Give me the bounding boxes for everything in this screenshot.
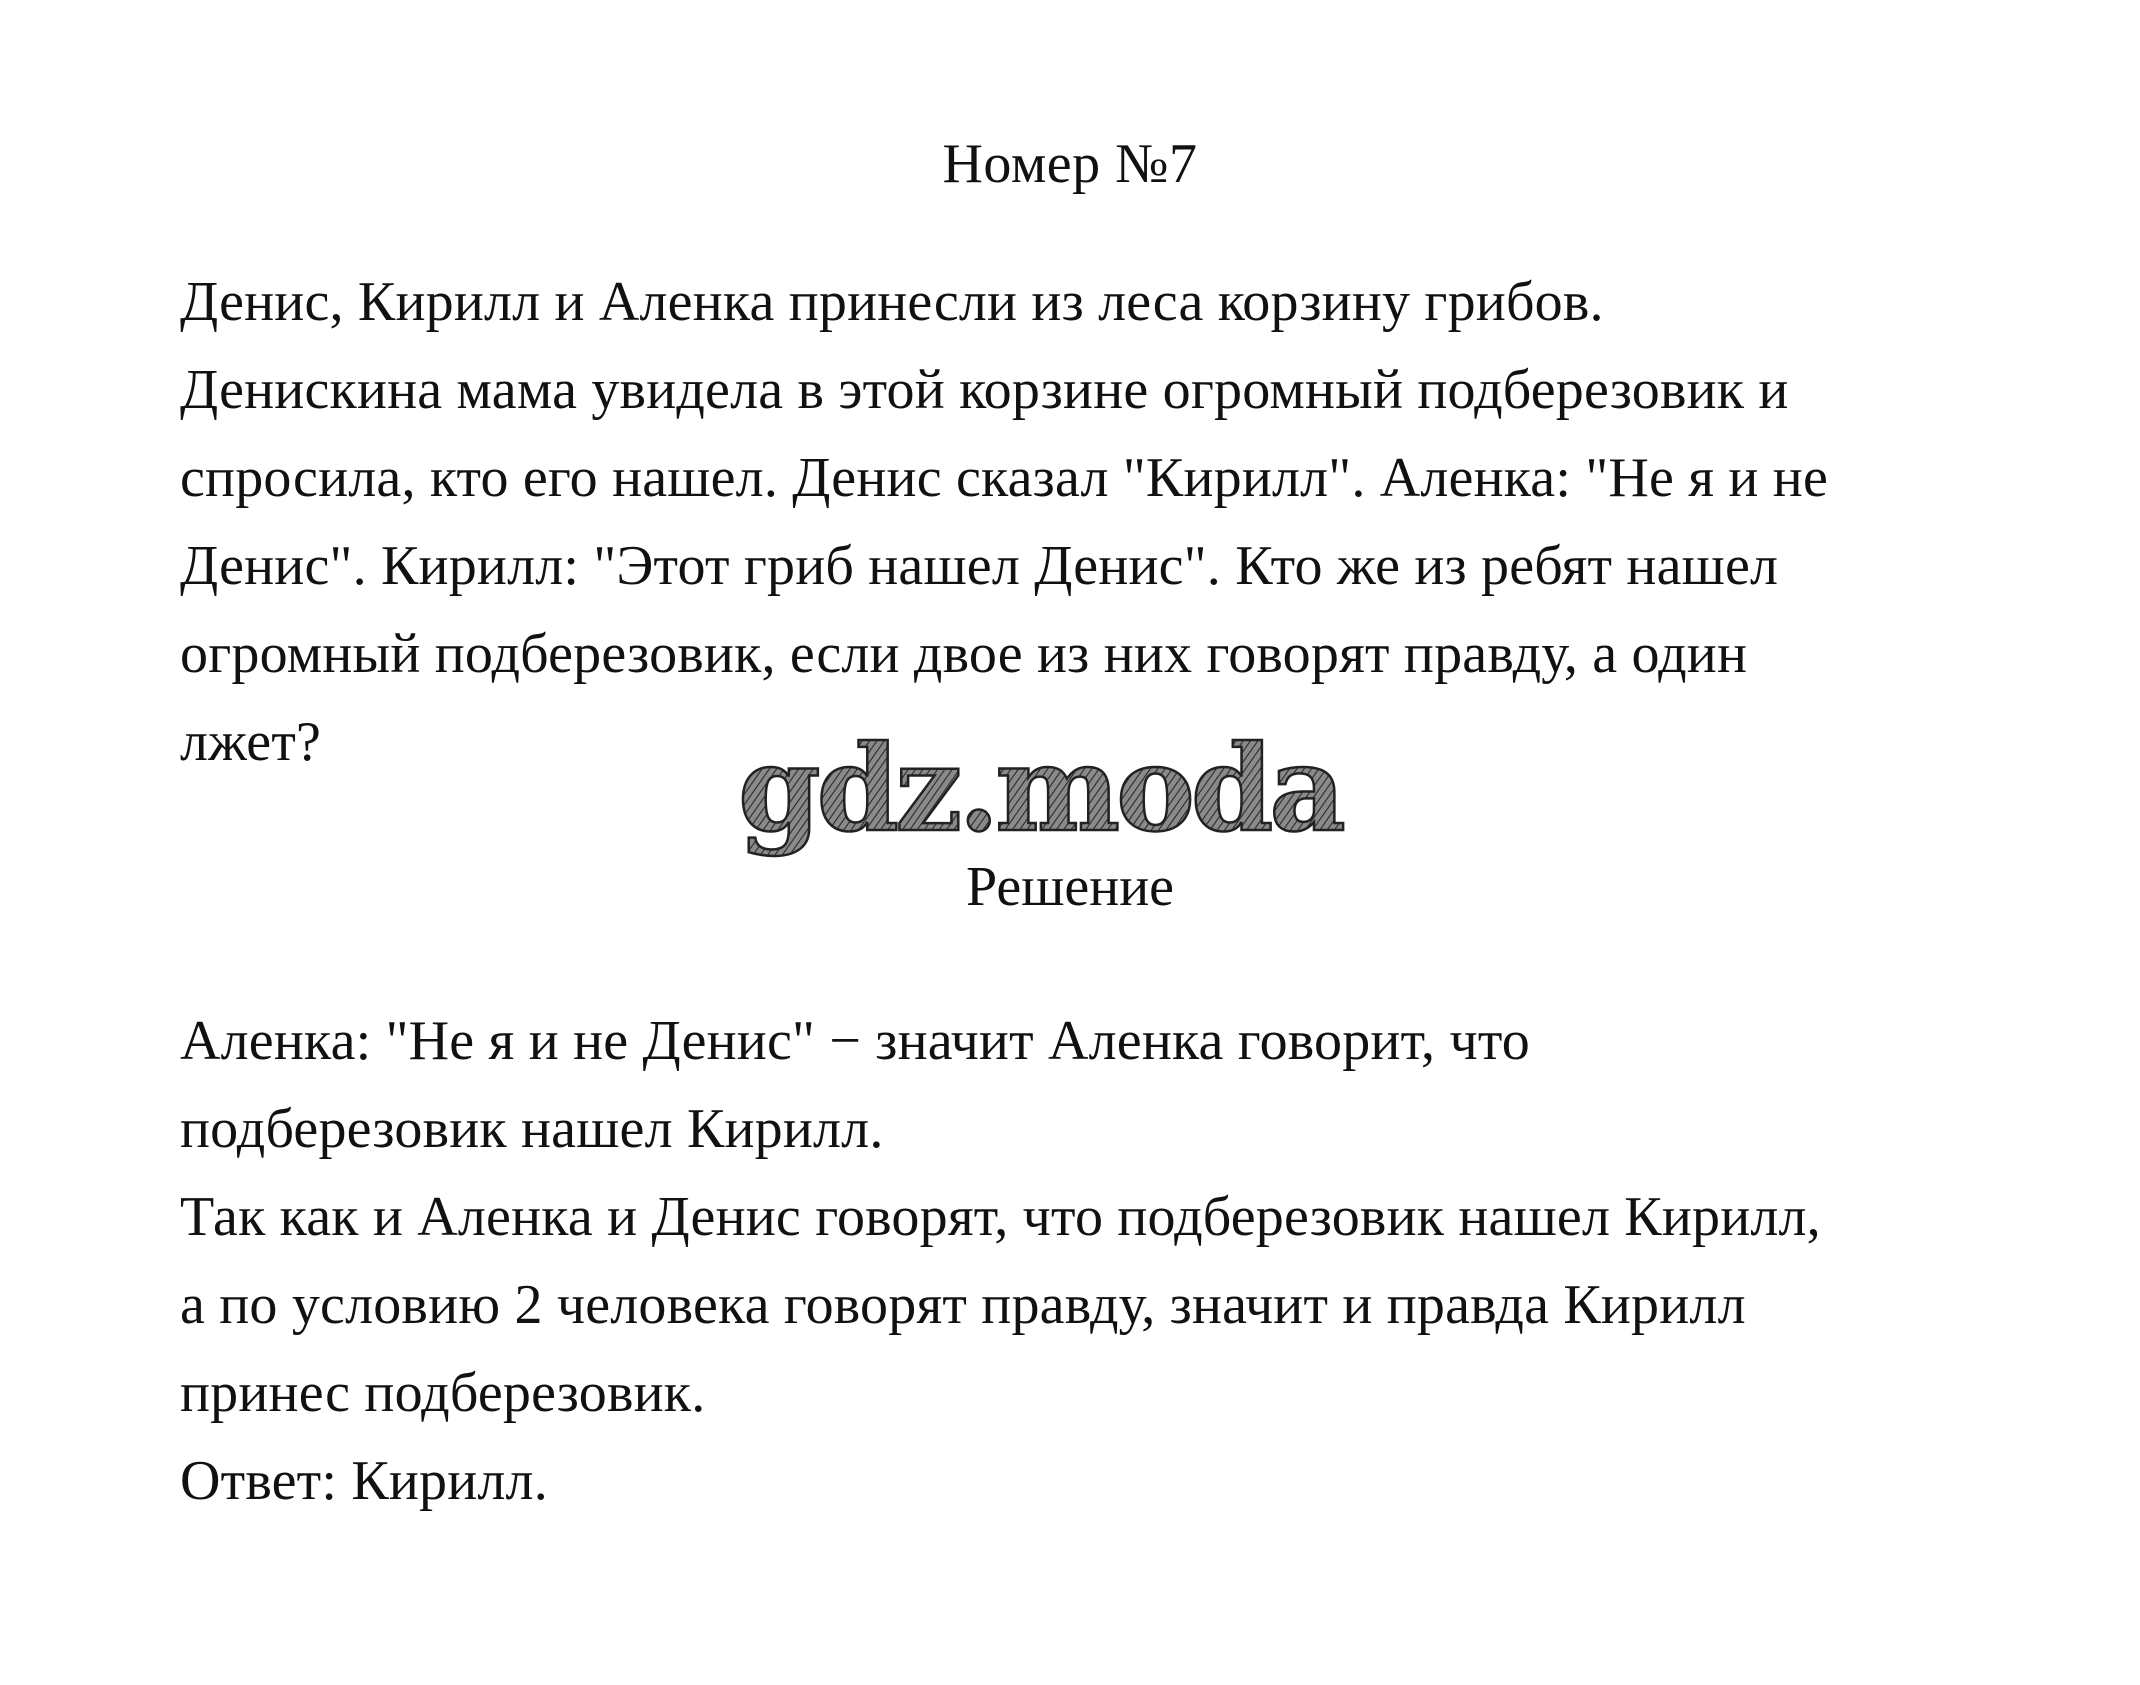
watermark-logo bbox=[730, 730, 1350, 870]
solution-line-1: Аленка: "Не я и не Денис" − значит Аленка говорит, что bbox=[180, 1010, 1530, 1072]
solution-line-3: Так как и Аленка и Денис говорят, что подберезовик нашел Кирилл, bbox=[180, 1186, 1821, 1248]
problem-line-4: Денис". Кирилл: "Этот гриб нашел Денис". Кто же из ребят нашел bbox=[180, 535, 1779, 597]
problem-line-5: огромный подберезовик, если двое из них говорят правду, а один bbox=[180, 623, 1748, 685]
page-title: Номер №7 bbox=[942, 133, 1198, 195]
solution-line-2: подберезовик нашел Кирилл. bbox=[180, 1098, 884, 1160]
solution-line-4: а по условию 2 человека говорят правду, значит и правда Кирилл bbox=[180, 1274, 1746, 1336]
problem-line-3: спросила, кто его нашел. Денис сказал "Кирилл". Аленка: "Не я и не bbox=[180, 447, 1829, 509]
solution-line-5: принес подберезовик. bbox=[180, 1362, 706, 1424]
watermark-text: gdz.moda bbox=[738, 730, 1342, 858]
solution-heading: Решение bbox=[965, 856, 1175, 918]
problem-line-2: Денискина мама увидела в этой корзине огромный подберезовик и bbox=[180, 359, 1789, 421]
problem-line-6: лжет? bbox=[180, 711, 322, 773]
answer-line: Ответ: Кирилл. bbox=[180, 1450, 548, 1512]
problem-line-1: Денис, Кирилл и Аленка принесли из леса корзину грибов. bbox=[180, 271, 1604, 333]
